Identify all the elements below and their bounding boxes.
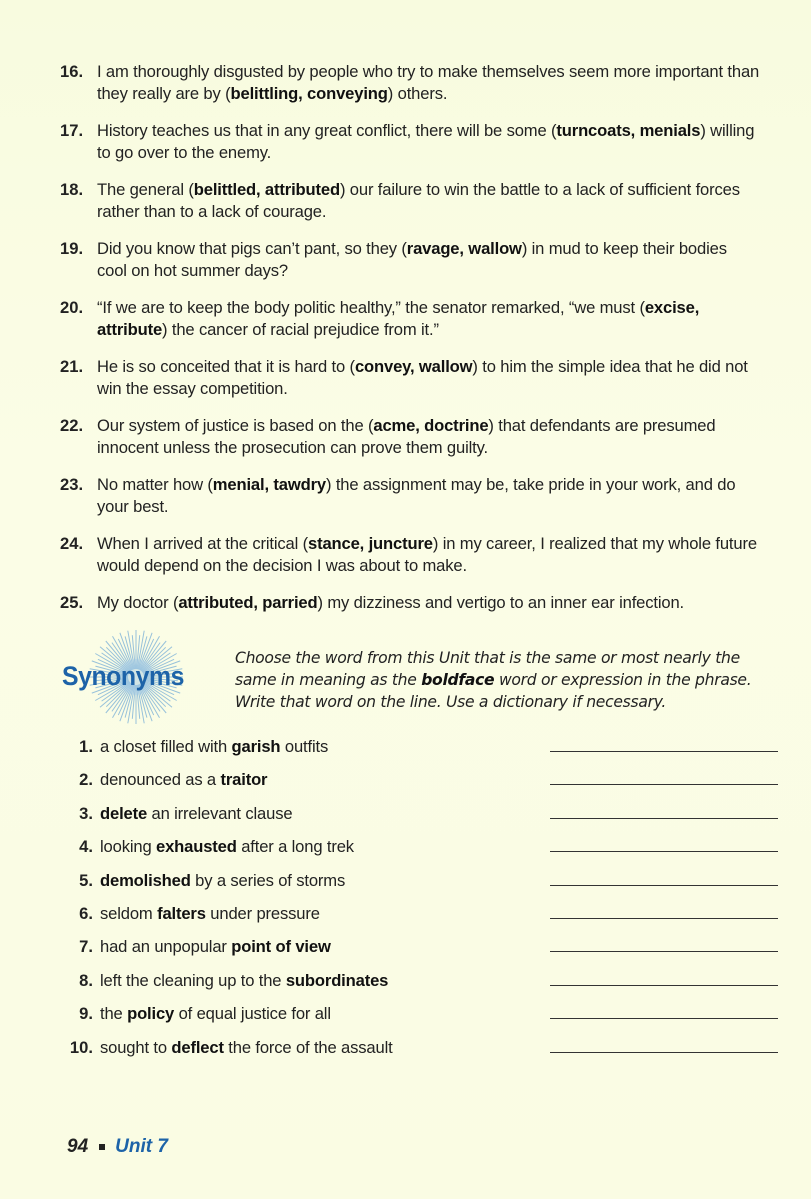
bold-word: belittled, attributed xyxy=(193,180,340,199)
item-number: 5. xyxy=(79,870,93,890)
bold-word: ravage, wallow xyxy=(406,239,522,258)
unit-label: Unit 7 xyxy=(115,1136,168,1157)
text-run: He is so conceited that it is hard to ( xyxy=(97,357,355,376)
text-run: denounced as a xyxy=(100,770,221,790)
text-run: looking xyxy=(100,837,156,857)
item-number: 16. xyxy=(60,62,84,81)
text-run: ) in mud to keep their bodies cool on hot summer days? xyxy=(97,239,727,280)
text-run: word or expression in the phrase. Write that word on the line. Use a dictionary if necessary. xyxy=(235,671,752,711)
text-run: a closet filled with xyxy=(100,737,232,756)
text-run: the xyxy=(100,1004,128,1024)
item-sentence xyxy=(97,533,760,577)
bold-word: convey, wallow xyxy=(354,357,473,376)
item-number: 18. xyxy=(60,180,84,199)
exercise-list xyxy=(60,61,760,629)
synonym-phrase xyxy=(100,937,331,957)
item-number: 7. xyxy=(79,937,93,957)
answer-blank-line[interactable] xyxy=(550,885,778,886)
text-run: ) the cancer of racial prejudice from it.” xyxy=(162,320,439,339)
item-number: 17. xyxy=(60,121,84,140)
synonyms-title: Synonyms xyxy=(62,661,184,691)
text-run: after a long trek xyxy=(236,837,354,857)
bold-word: boldface xyxy=(421,671,495,689)
text-run: left the cleaning up to the xyxy=(100,970,286,990)
bold-word: traitor xyxy=(220,770,268,790)
text-run: outfits xyxy=(280,737,329,756)
item-number: 25. xyxy=(60,593,84,612)
item-number: 1. xyxy=(79,737,93,756)
bold-word: excise, attribute xyxy=(97,298,700,339)
exercise-item xyxy=(60,356,760,400)
item-sentence xyxy=(97,356,760,400)
synonym-item xyxy=(60,770,780,803)
item-number: 19. xyxy=(60,239,84,258)
square-bullet-icon xyxy=(99,1144,105,1150)
synonym-item xyxy=(60,871,780,904)
item-number: 21. xyxy=(60,357,84,376)
item-number: 3. xyxy=(79,803,93,823)
synonym-phrase xyxy=(100,737,328,757)
bold-word: delete xyxy=(100,803,148,823)
answer-blank-line[interactable] xyxy=(550,1052,778,1053)
text-run: The general ( xyxy=(97,180,194,199)
exercise-item xyxy=(60,120,760,164)
answer-blank-line[interactable] xyxy=(550,851,778,852)
item-sentence xyxy=(97,179,760,223)
synonym-item xyxy=(60,971,780,1004)
text-run: sought to xyxy=(100,1037,172,1057)
text-run: No matter how ( xyxy=(97,475,213,494)
text-run: of equal justice for all xyxy=(174,1004,331,1024)
text-run: Our system of justice is based on the ( xyxy=(97,416,374,435)
answer-blank-line[interactable] xyxy=(550,1018,778,1019)
text-run: I am thoroughly disgusted by people who try to make themselves seem more important than they really are by ( xyxy=(97,62,760,103)
bold-word: falters xyxy=(157,903,206,923)
synonym-item xyxy=(60,804,780,837)
text-run: Choose the word from this Unit that is the same or most nearly the same in meaning as the xyxy=(235,649,740,689)
item-number: 23. xyxy=(60,475,84,494)
text-run: ) my dizziness and vertigo to an inner ear infection. xyxy=(317,593,685,612)
synonym-item xyxy=(60,937,780,970)
exercise-item xyxy=(60,297,760,341)
synonym-phrase xyxy=(100,871,345,891)
synonym-item xyxy=(60,737,780,770)
text-run: History teaches us that in any great conflict, there will be some ( xyxy=(97,121,557,140)
bold-word: exhausted xyxy=(156,837,237,857)
page-number: 94 xyxy=(67,1136,89,1157)
synonym-phrase xyxy=(100,804,292,824)
item-number: 6. xyxy=(79,903,93,923)
synonym-phrase xyxy=(100,971,388,991)
text-run: by a series of storms xyxy=(190,870,346,890)
exercise-item xyxy=(60,238,760,282)
answer-blank-line[interactable] xyxy=(550,985,778,986)
item-number: 20. xyxy=(60,298,84,317)
bold-word: stance, juncture xyxy=(308,534,433,553)
synonym-item xyxy=(60,904,780,937)
item-sentence xyxy=(97,61,760,105)
item-number: 8. xyxy=(79,970,93,990)
answer-blank-line[interactable] xyxy=(550,751,778,752)
answer-blank-line[interactable] xyxy=(550,951,778,952)
exercise-item xyxy=(60,415,760,459)
item-number: 9. xyxy=(79,1004,93,1024)
synonym-item xyxy=(60,1004,780,1037)
bold-word: deflect xyxy=(171,1037,224,1057)
item-sentence xyxy=(97,297,760,341)
item-sentence xyxy=(97,474,760,518)
item-number: 24. xyxy=(60,534,84,553)
synonym-phrase xyxy=(100,1004,331,1024)
bold-word: attributed, parried xyxy=(178,593,318,612)
item-number: 2. xyxy=(79,770,93,790)
synonym-phrase xyxy=(100,770,267,790)
text-run: ) in my career, I realized that my whole future would depend on the decision I was about to make. xyxy=(97,534,757,575)
text-run: Did you know that pigs can’t pant, so they ( xyxy=(97,239,407,258)
text-run: When I arrived at the critical ( xyxy=(97,534,308,553)
synonym-phrase xyxy=(100,837,354,857)
item-number: 22. xyxy=(60,416,84,435)
item-sentence xyxy=(97,592,760,614)
text-run: ) to him the simple idea that he did not win the essay competition. xyxy=(97,357,748,398)
bold-word: demolished xyxy=(100,870,191,890)
text-run: ) the assignment may be, take pride in your work, and do your best. xyxy=(97,475,736,516)
text-run: ) willing to go over to the enemy. xyxy=(97,121,755,162)
text-run: ) that defendants are presumed innocent unless the prosecution can prove them guilty. xyxy=(97,416,716,457)
text-run: an irrelevant clause xyxy=(147,803,293,823)
bold-word: garish xyxy=(231,737,281,756)
bold-word: turncoats, menials xyxy=(556,121,701,140)
item-sentence xyxy=(97,238,760,282)
synonyms-section-header xyxy=(62,630,782,725)
item-number: 4. xyxy=(79,837,93,857)
exercise-item xyxy=(60,61,760,105)
text-run: ) our failure to win the battle to a lack of sufficient forces rather than to a lack of courage. xyxy=(97,180,740,221)
answer-blank-line[interactable] xyxy=(550,918,778,919)
text-run: the force of the assault xyxy=(223,1037,393,1057)
synonym-phrase xyxy=(100,1038,393,1058)
text-run: My doctor ( xyxy=(97,593,179,612)
text-run: ) others. xyxy=(387,84,448,103)
bold-word: acme, doctrine xyxy=(373,416,489,435)
bold-word: point of view xyxy=(231,937,331,957)
synonym-item xyxy=(60,837,780,870)
exercise-item xyxy=(60,592,760,614)
bold-word: subordinates xyxy=(285,970,389,990)
exercise-item xyxy=(60,533,760,577)
bold-word: policy xyxy=(127,1004,175,1024)
item-number: 10. xyxy=(69,1037,93,1057)
synonyms-list xyxy=(60,737,780,1071)
text-run: had an unpopular xyxy=(100,937,232,957)
exercise-item xyxy=(60,179,760,223)
exercise-item xyxy=(60,474,760,518)
synonym-item xyxy=(60,1038,780,1071)
text-run: “If we are to keep the body politic healthy,” the senator remarked, “we must ( xyxy=(97,298,645,317)
page-footer xyxy=(67,1136,168,1158)
item-sentence xyxy=(97,120,760,164)
answer-blank-line[interactable] xyxy=(550,784,778,785)
bold-word: menial, tawdry xyxy=(212,475,326,494)
synonym-phrase xyxy=(100,904,320,924)
item-sentence xyxy=(97,415,760,459)
text-run: under pressure xyxy=(205,903,320,923)
synonyms-instructions xyxy=(235,647,775,713)
answer-blank-line[interactable] xyxy=(550,818,778,819)
bold-word: belittling, conveying xyxy=(230,84,388,103)
text-run: seldom xyxy=(100,903,158,923)
